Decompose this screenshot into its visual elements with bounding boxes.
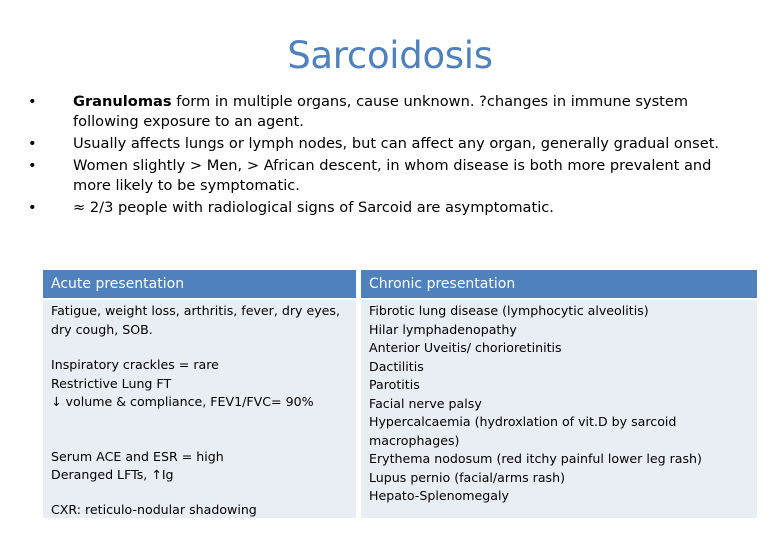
chronic-item: Facial nerve palsy [369, 395, 482, 411]
chronic-item: Anterior Uveitis/ chorioretinitis [369, 340, 562, 355]
bullet-dot: • [28, 93, 37, 110]
acute-symptoms: Fatigue, weight loss, arthritis, fever, dry eyes, dry cough, SOB. [51, 303, 340, 337]
chronic-item: Hepato-Splenomegaly [369, 488, 509, 503]
bullet-dot: • [28, 199, 37, 216]
bullet-bold-text: Granulomas [73, 93, 172, 110]
chronic-item: Hilar lymphadenopathy [369, 321, 517, 337]
bullet-text: form in multiple organs, cause unknown. ?changes in immune system following exposure to an agent. [73, 93, 689, 130]
bullet-text: ≈ 2/3 people with radiological signs of Sarcoid are asymptomatic. [73, 199, 554, 216]
bullet-text: Women slightly > Men, > African descent, in whom disease is both more prevalent and more likely to be symptomatic. [73, 157, 712, 194]
acute-volume: ↓ volume & compliance, FEV1/FVC= 90% [51, 394, 314, 409]
chronic-item: Dactilitis [369, 358, 424, 374]
presentation-table [43, 270, 757, 518]
acute-column [43, 300, 356, 518]
acute-lung-ft: Restrictive Lung FT [51, 375, 172, 391]
bullet-dot: • [28, 157, 37, 174]
acute-cxr: CXR: reticulo-nodular shadowing [51, 501, 257, 517]
chronic-item: Erythema nodosum (red itchy painful lower leg rash) [369, 451, 702, 466]
bullet-item [28, 92, 728, 132]
slide-title: Sarcoidosis [287, 34, 493, 77]
bullet-item [28, 156, 728, 196]
acute-exam: Inspiratory crackles = rare [51, 357, 219, 372]
table-header-acute: Acute presentation [43, 270, 356, 298]
bullet-item [28, 134, 728, 154]
bullet-dot: • [28, 135, 37, 152]
acute-lfts: Deranged LFTs, ↑Ig [51, 467, 174, 482]
acute-serum: Serum ACE and ESR = high [51, 448, 224, 464]
chronic-item: Parotitis [369, 377, 420, 392]
chronic-column [361, 300, 757, 518]
chronic-item: Hypercalcaemia (hydroxlation of vit.D by sarcoid macrophages) [369, 414, 677, 448]
table-header-chronic: Chronic presentation [361, 270, 757, 298]
chronic-item: Lupus pernio (facial/arms rash) [369, 469, 566, 485]
bullet-list [28, 92, 728, 220]
bullet-text: Usually affects lungs or lymph nodes, but can affect any organ, generally gradual onset. [73, 135, 720, 152]
chronic-item: Fibrotic lung disease (lymphocytic alveolitis) [369, 303, 649, 318]
bullet-item [28, 198, 728, 218]
